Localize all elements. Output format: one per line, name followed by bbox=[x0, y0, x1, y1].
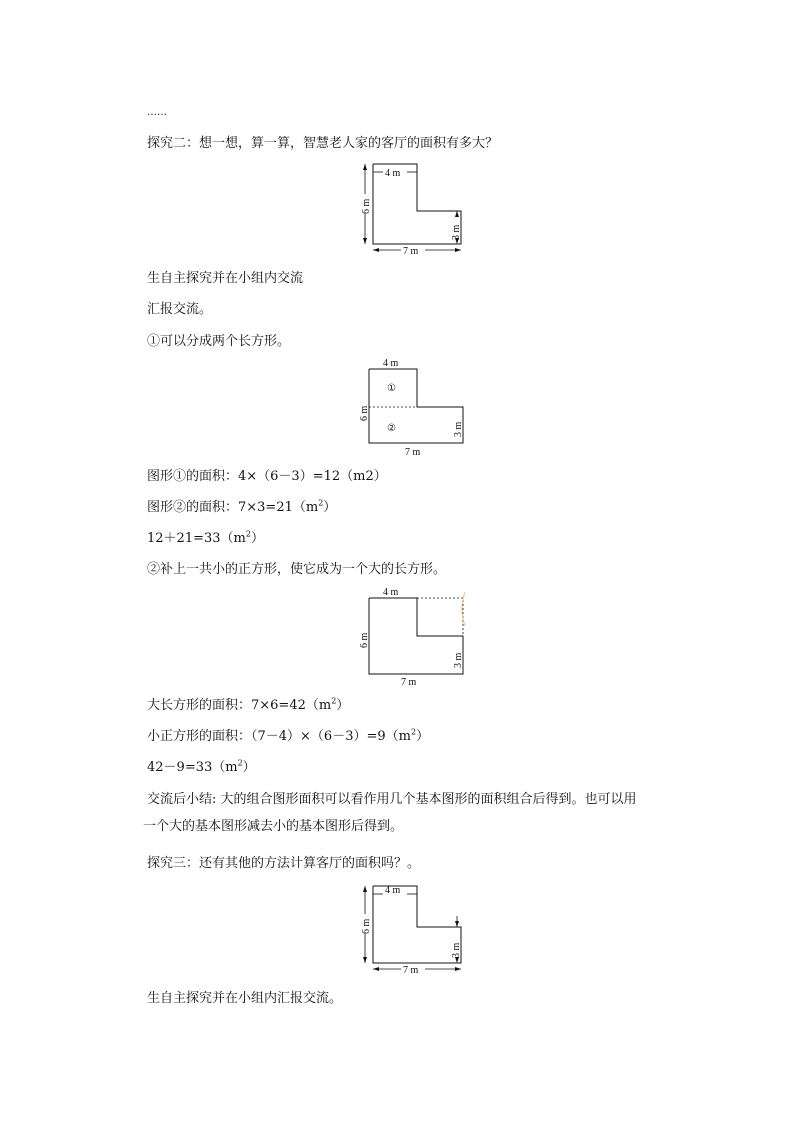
label-bottom-7m: 7 m bbox=[401, 677, 417, 688]
label-left-6m: 6 m bbox=[361, 918, 372, 934]
summary-line-2: 一个大的基本图形减去小的基本图形后得到。 bbox=[143, 819, 404, 834]
result: $42-9=33(m^2)$ bbox=[147, 758, 256, 775]
explore3-title: 探究三：还有其他的方法计算客厅的面积吗？。 bbox=[147, 856, 421, 871]
label-right-3m: 3 m bbox=[453, 652, 464, 668]
figure-l-shape-1 bbox=[355, 158, 475, 258]
method1-intro: ①可以分成两个长方形。 bbox=[147, 334, 291, 349]
label-bottom-7m: 7 m bbox=[403, 965, 419, 976]
label-right-3m: 3 m bbox=[453, 421, 464, 437]
summary-paragraph bbox=[143, 786, 687, 840]
area-2: 图形②的面积：$7\times 3=21(m^2)$ bbox=[147, 498, 337, 515]
label-right-3m: 3 m bbox=[451, 224, 462, 240]
summary-line-1: 交流后小结: 大的组合图形面积可以看作用几个基本图形的面积组合后得到。也可以用 bbox=[147, 792, 637, 807]
ellipsis: …… bbox=[147, 107, 167, 118]
figure-l-shape-2 bbox=[355, 880, 475, 980]
report: 汇报交流。 bbox=[147, 302, 213, 317]
label-top-4m: 4 m bbox=[383, 358, 399, 369]
small-square-area: 小正方形的面积：$(7-4)\times(6-3)=9(m^2)$ bbox=[147, 727, 430, 744]
label-top-4m: 4 m bbox=[385, 168, 401, 179]
self-explore: 生自主探究并在小组内交流 bbox=[147, 271, 304, 286]
label-bottom-7m: 7 m bbox=[403, 246, 419, 257]
label-left-6m: 6 m bbox=[361, 198, 372, 214]
label-bottom-7m: 7 m bbox=[405, 447, 421, 458]
label-right-3m: 3 m bbox=[451, 942, 462, 958]
self-explore-report: 生自主探究并在小组内汇报交流。 bbox=[147, 991, 343, 1006]
big-rect-area: 大长方形的面积：$7\times 6=42(m^2)$ bbox=[147, 696, 350, 713]
explore2-title: 探究二：想一想，算一算，智慧老人家的客厅的面积有多大？ bbox=[147, 136, 499, 151]
region-2-label: ② bbox=[387, 423, 396, 434]
label-left-6m: 6 m bbox=[359, 405, 370, 421]
figure-l-shape-split bbox=[355, 355, 475, 460]
region-1-label: ① bbox=[387, 383, 396, 394]
area-sum: $12+21=33(m^2)$ bbox=[147, 529, 264, 546]
figure-l-shape-complete bbox=[355, 584, 475, 686]
label-top-4m: 4 m bbox=[383, 587, 399, 598]
label-top-4m: 4 m bbox=[385, 885, 401, 896]
area-1: 图形①的面积：4×（6－3）=12（m2） bbox=[147, 469, 387, 484]
label-left-6m: 6 m bbox=[359, 632, 370, 648]
method2-intro: ②补上一共小的正方形，使它成为一个大的长方形。 bbox=[147, 562, 447, 577]
